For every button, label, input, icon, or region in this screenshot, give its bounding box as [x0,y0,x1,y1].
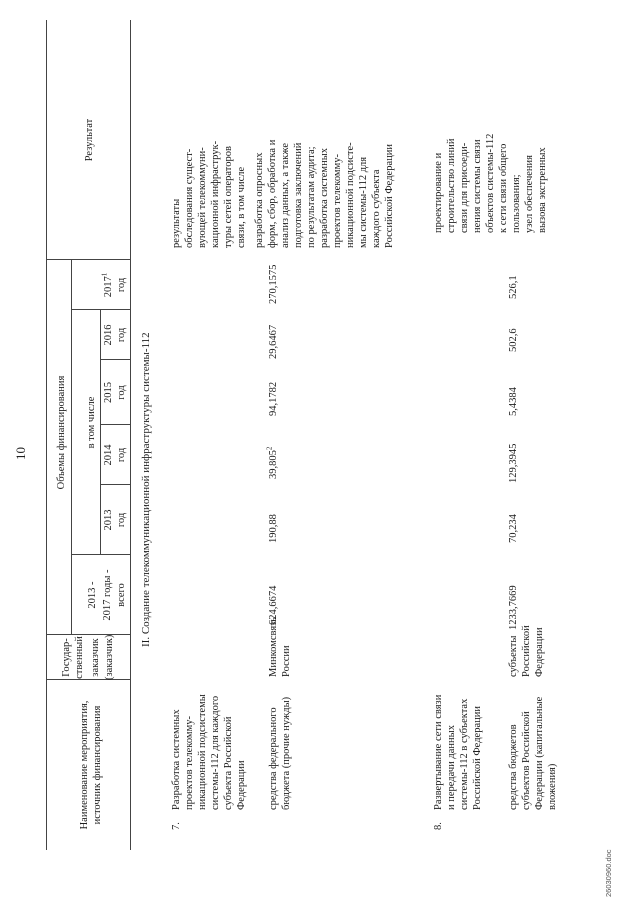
header-total-line-1: 2013 - [87,581,98,609]
item-8-result-line-4: нения системы связи [472,139,483,233]
item-7-result-line-3: вующей телекоммуни- [197,147,208,248]
header-unit-2013: год [116,512,127,528]
item-7-result-line-17: Российской Федерации [384,144,395,248]
header-result: Результат [84,118,95,162]
item-7-title-line-4: системы-112 для каждого [210,695,221,810]
item-7-2016: 29,6467 [268,324,279,359]
item-7-result-line-12: разработка системных [319,148,330,248]
item-7-result-line-10: подготовка заключений [293,142,304,248]
header-name-line-2: источник финансирования [92,705,103,825]
item-8-source-line-1: средства бюджетов [508,724,519,810]
item-7-2014-footnote: 2 [265,446,274,451]
header-year-2017 [102,260,115,310]
header-unit-2017: год [116,277,127,293]
section-title: II. Создание телекоммуникационной инфраструктуры системы-112 [140,332,152,647]
funding-group-underline [71,260,72,635]
item-7-title-line-1: Разработка системных [171,709,182,810]
item-8-result-line-8: узел обеспечения [524,155,535,233]
header-unit-2016: год [116,327,127,343]
item-8-customer-line-1: субъекты [508,635,519,677]
footer-code: 26030960.doc [604,849,613,897]
item-7-title-line-2: проектов телекомму- [184,716,195,810]
item-8-source-line-4: вложения) [547,763,558,810]
item-7-2015: 94,1782 [268,381,279,416]
item-8-title-line-3: системы-112 в субъектах [459,698,470,810]
item-7-result-line-4: кационной инфраструк- [210,140,221,248]
header-funding-group: Объемы финансирования [56,375,67,490]
item-8-2016: 502,6 [508,328,519,352]
item-8-2017: 526,1 [508,275,519,299]
item-7-title-line-3: никационной подсистемы [197,694,208,810]
item-7-result-line-8: форм, сбор, обработка и [267,139,278,248]
item-7-2014 [267,447,280,479]
header-total-line-2: 2017 годы - [102,569,113,621]
item-7-result-line-6: связи, в том числе [236,166,247,248]
item-7-2014-value: 39,805 [268,450,279,479]
item-7-result-line-13: проектов телекомму- [332,154,343,248]
item-8-result-line-7: пользования; [511,174,522,233]
header-year-2015: 2015 [103,382,114,403]
item-8-total: 1233,7669 [508,585,519,630]
header-customer-line-4: (заказчик) [104,634,115,680]
header-year-2013: 2013 [103,509,114,531]
item-8-2014: 129,3945 [508,443,519,483]
header-unit-2014: год [116,447,127,463]
item-7-number: 7. [171,822,182,830]
header-customer-line-1: Государ- [61,638,72,677]
item-7-total: 624,6674 [268,585,279,625]
item-7-customer-line-1: Минкомсвязь [268,616,279,677]
item-7-2017: 270,1575 [268,264,279,304]
item-8-source-line-3: Федерации (капитальные [534,696,545,810]
item-7-result-line-5: туры сетей операторов [223,146,234,248]
item-8-result-line-9: вызова экстренных [537,147,548,233]
item-7-source-line-2: бюджета (прочие нужды) [281,696,292,810]
header-year-2017-footnote: 1 [100,272,109,277]
item-7-result-line-7: разработка опросных [254,152,265,248]
item-8-number: 8. [433,822,444,830]
header-bottom-border [130,20,131,850]
item-8-title-line-4: Российской Федерации [472,706,483,810]
item-7-2013: 190,88 [268,514,279,543]
item-8-source-line-2: субъектов Российской [521,711,532,810]
item-7-title-line-6: Федерации [236,760,247,810]
item-8-title-line-1: Развертывание сети связи [433,694,444,810]
item-7-result-line-9: анализ данных, а также [280,143,291,248]
item-8-customer-line-3: Федерации [534,627,545,677]
item-7-customer-line-2: России [281,645,292,677]
header-unit-2015: год [116,385,127,400]
header-year-2016: 2016 [103,324,114,346]
table-top-border [46,20,47,850]
page-number: 10 [13,447,28,460]
header-name-line-1: Наименование мероприятия, [79,700,90,830]
item-8-result-line-3: связи для присоеди- [459,142,470,233]
header-year-2017-text: 2017 [103,276,114,298]
header-total-line-3: всего [116,583,127,607]
header-customer-line-3: заказчик [90,638,101,677]
item-7-result-line-15: мы системы-112 для [358,156,369,248]
item-8-2013: 70,234 [508,514,519,543]
item-8-customer-line-2: Российской [521,625,532,677]
item-8-result-line-1: проектирование и [433,152,444,233]
item-7-result-line-1: результаты [171,198,182,248]
item-7-result-line-11: по результатам аудита; [306,146,317,248]
item-8-title-line-2: и передачи данных [446,725,457,810]
item-7-result-line-14: никационной подсисте- [345,142,356,248]
item-7-title-line-5: субъекта Российской [223,716,234,810]
item-7-result-line-16: каждого субъекта [371,169,382,248]
item-8-2015: 5,4384 [508,387,519,416]
item-8-result-line-2: строительство линий [446,138,457,233]
header-in-total: в том числе [86,396,97,449]
in-total-underline [100,310,101,555]
item-8-result-line-5: объектов системы-112 [485,133,496,233]
item-7-source-line-1: средства федерального [268,707,279,810]
item-8-result-line-6: к сети связи общего [498,143,509,233]
header-year-2014: 2014 [103,444,114,466]
header-customer-line-2: ственный [74,636,85,679]
item-7-result-line-2: обследования сущест- [184,148,195,248]
